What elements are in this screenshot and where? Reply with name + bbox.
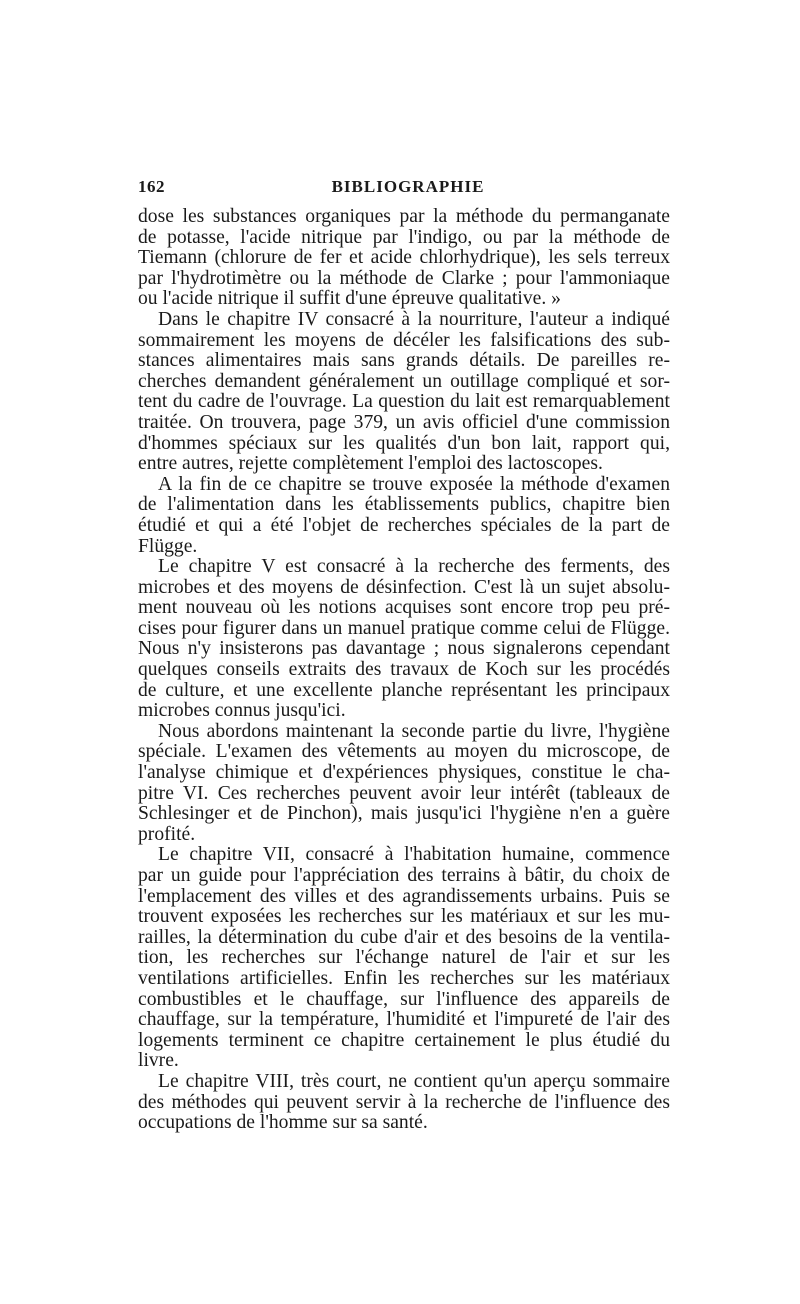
text-line: Dans le chapitre IV consacré à la nourriture, l'auteur a indiqué <box>158 308 670 330</box>
text-line: traitée. On trouvera, page 379, un avis officiel d'une commission <box>138 411 670 433</box>
paragraph-5 <box>138 722 670 846</box>
text-line: Nous abordons maintenant la seconde partie du livre, l'hygiène <box>158 720 670 742</box>
text-line: de l'alimentation dans les établissements publics, chapitre bien <box>138 494 670 516</box>
paragraph-6 <box>138 845 670 1072</box>
text-line: entre autres, rejette complètement l'emploi des lactoscopes. <box>138 453 603 475</box>
text-line: chauffage, sur la température, l'humidité et l'impureté de l'air des <box>138 1009 670 1031</box>
text-line: occupations de l'homme sur sa santé. <box>138 1112 428 1134</box>
paragraph-7 <box>138 1072 670 1134</box>
text-line: profité. <box>138 823 196 845</box>
running-title: BIBLIOGRAPHIE <box>331 177 485 196</box>
text-line: quelques conseils extraits des travaux de Koch sur les procédés <box>138 659 670 681</box>
text-line: de culture, et une excellente planche représentant les principaux <box>138 679 670 701</box>
text-line: Schlesinger et de Pinchon), mais jusqu'ici l'hygiène n'en a guère <box>138 803 670 825</box>
text-line: A la fin de ce chapitre se trouve exposée la méthode d'examen <box>158 473 670 495</box>
text-line: Le chapitre VIII, très court, ne contient qu'un aperçu sommaire <box>158 1070 670 1092</box>
text-line: Le chapitre VII, consacré à l'habitation humaine, commence <box>158 844 670 866</box>
text-line: microbes connus jusqu'ici. <box>138 700 346 722</box>
text-line: d'hommes spéciaux sur les qualités d'un bon lait, rapport qui, <box>138 432 670 454</box>
text-line: Le chapitre V est consacré à la recherche des ferments, des <box>158 556 670 578</box>
text-line: ment nouveau où les notions acquises sont encore trop peu pré- <box>138 597 670 619</box>
text-line: trouvent exposées les recherches sur les matériaux et sur les mu- <box>138 906 670 928</box>
text-line: livre. <box>138 1050 179 1072</box>
text-line: stances alimentaires mais sans grands détails. De pareilles re- <box>138 350 670 372</box>
paragraph-4 <box>138 557 670 722</box>
text-line: par l'hydrotimètre ou la méthode de Clarke ; pour l'ammoniaque <box>138 267 670 289</box>
text-line: tion, les recherches sur l'échange naturel de l'air et sur les <box>138 947 670 969</box>
text-line: railles, la détermination du cube d'air et des besoins de la ventila- <box>138 926 670 948</box>
paragraph-2 <box>138 310 670 475</box>
text-line: ventilations artificielles. Enfin les recherches sur les matériaux <box>138 967 670 989</box>
page-number: 162 <box>138 177 165 196</box>
text-line: tent du cadre de l'ouvrage. La question du lait est remarquablement <box>138 391 670 413</box>
text-line: étudié et qui a été l'objet de recherches spéciales de la part de <box>138 514 670 536</box>
paragraph-3 <box>138 475 670 557</box>
text-line: spéciale. L'examen des vêtements au moyen du microscope, de <box>138 741 670 763</box>
text-line: par un guide pour l'appréciation des terrains à bâtir, du choix de <box>138 865 670 886</box>
text-line: l'analyse chimique et d'expériences physiques, constitue le cha- <box>138 762 670 784</box>
text-line: ou l'acide nitrique il suffit d'une épreuve qualitative. » <box>138 288 561 310</box>
running-head <box>138 177 678 201</box>
text-line: de potasse, l'acide nitrique par l'indigo, ou par la méthode de <box>138 226 670 248</box>
text-line: logements terminent ce chapitre certainement le plus étudié du <box>138 1029 670 1051</box>
text-line: dose les substances organiques par la méthode du permanganate <box>138 206 670 227</box>
paragraph-1 <box>138 207 670 310</box>
text-line: l'emplacement des villes et des agrandissements urbains. Puis se <box>138 885 670 907</box>
text-line: cises pour figurer dans un manuel pratique comme celui de Flügge. <box>138 617 670 639</box>
text-line: pitre VI. Ces recherches peuvent avoir leur intérêt (tableaux de <box>138 782 670 804</box>
text-line: cherches demandent généralement un outillage compliqué et sor- <box>138 370 670 392</box>
text-line: Tiemann (chlorure de fer et acide chlorhydrique), les sels terreux <box>138 247 670 269</box>
text-line: sommairement les moyens de décéler les falsifications des sub- <box>138 329 670 351</box>
text-line: Flügge. <box>138 535 198 557</box>
body-text <box>138 207 670 1134</box>
text-line: combustibles et le chauffage, sur l'influence des appareils de <box>138 988 670 1010</box>
text-line: microbes et des moyens de désinfection. C'est là un sujet absolu- <box>138 576 670 598</box>
text-line: des méthodes qui peuvent servir à la recherche de l'influence des <box>138 1091 670 1113</box>
text-line: Nous n'y insisterons pas davantage ; nous signalerons cependant <box>138 638 670 660</box>
